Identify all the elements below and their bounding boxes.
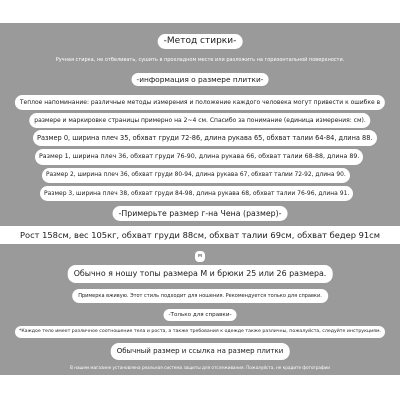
- size-row-3: Размер 3, ширина плеч 38, обхват груди 84-98, длина рукава 68, обхват талии 76-96, длина 91.: [40, 186, 353, 201]
- wash-method-heading: -Метод стирки-: [158, 34, 243, 49]
- reference-only-label: -Только для справки-: [164, 309, 237, 321]
- model-measurements: Рост 158см, вес 105кг, обхват груди 88см, обхват талии 69см, обхват бедер 91см: [0, 226, 400, 244]
- size-info-heading: -информация о размере плитки-: [132, 73, 269, 86]
- size-row-1: Размер 1, ширина плеч 36, обхват груди 76-90, длина рукава 66, обхват талии 68-88, длина 89.: [35, 149, 363, 165]
- tryon-note: Примерка вживую. Этот стиль подходит для ношения. Рекомендуется только для справки.: [72, 289, 328, 303]
- size-row-0: Размер 0, ширина плеч 35, обхват груди 72-86, длина рукава 65, обхват талии 64-84, длина 88.: [33, 130, 377, 146]
- reminder-line-2: размере и маркировке страницы примерно на 2~4 см. Спасибо за понимание (единица измерения: см).: [29, 113, 370, 128]
- usual-size-text: Обычно я ношу топы размера M и брюки 25 или 26 размера.: [68, 265, 333, 283]
- disclaimer-text: *Каждое тело имеет различное соотношение тела и роста, а также требования к одежде также различны, пожалуйста, следуйте инструкциям.: [15, 326, 385, 338]
- reminder-line-1: Теплое напоминание: различные методы измерения и положение каждого человека могут привести к ошибке в: [15, 95, 385, 110]
- size-link-heading: Обычный размер и ссылка на размер плитки: [111, 343, 290, 360]
- size-row-2: Размер 2, ширина плеч 36, обхват груди 80-94, длина рукава 67, обхват талии 72-92, длина 90.: [42, 168, 350, 183]
- footer-protection-note: В нашем магазине установлена реальная система защиты для отслеживания. Пожалуйста, не крадите фотографии: [70, 365, 330, 370]
- size-guide-panel: [0, 23, 400, 375]
- wash-instructions: Ручная стирка, не отбеливать, сушить в прохладном месте или разложить на горизонтальной поверхности.: [55, 57, 345, 63]
- tryon-heading: -Примерьте размер г-на Чена (размер)-: [113, 206, 288, 221]
- m-letter-badge: м: [195, 251, 205, 262]
